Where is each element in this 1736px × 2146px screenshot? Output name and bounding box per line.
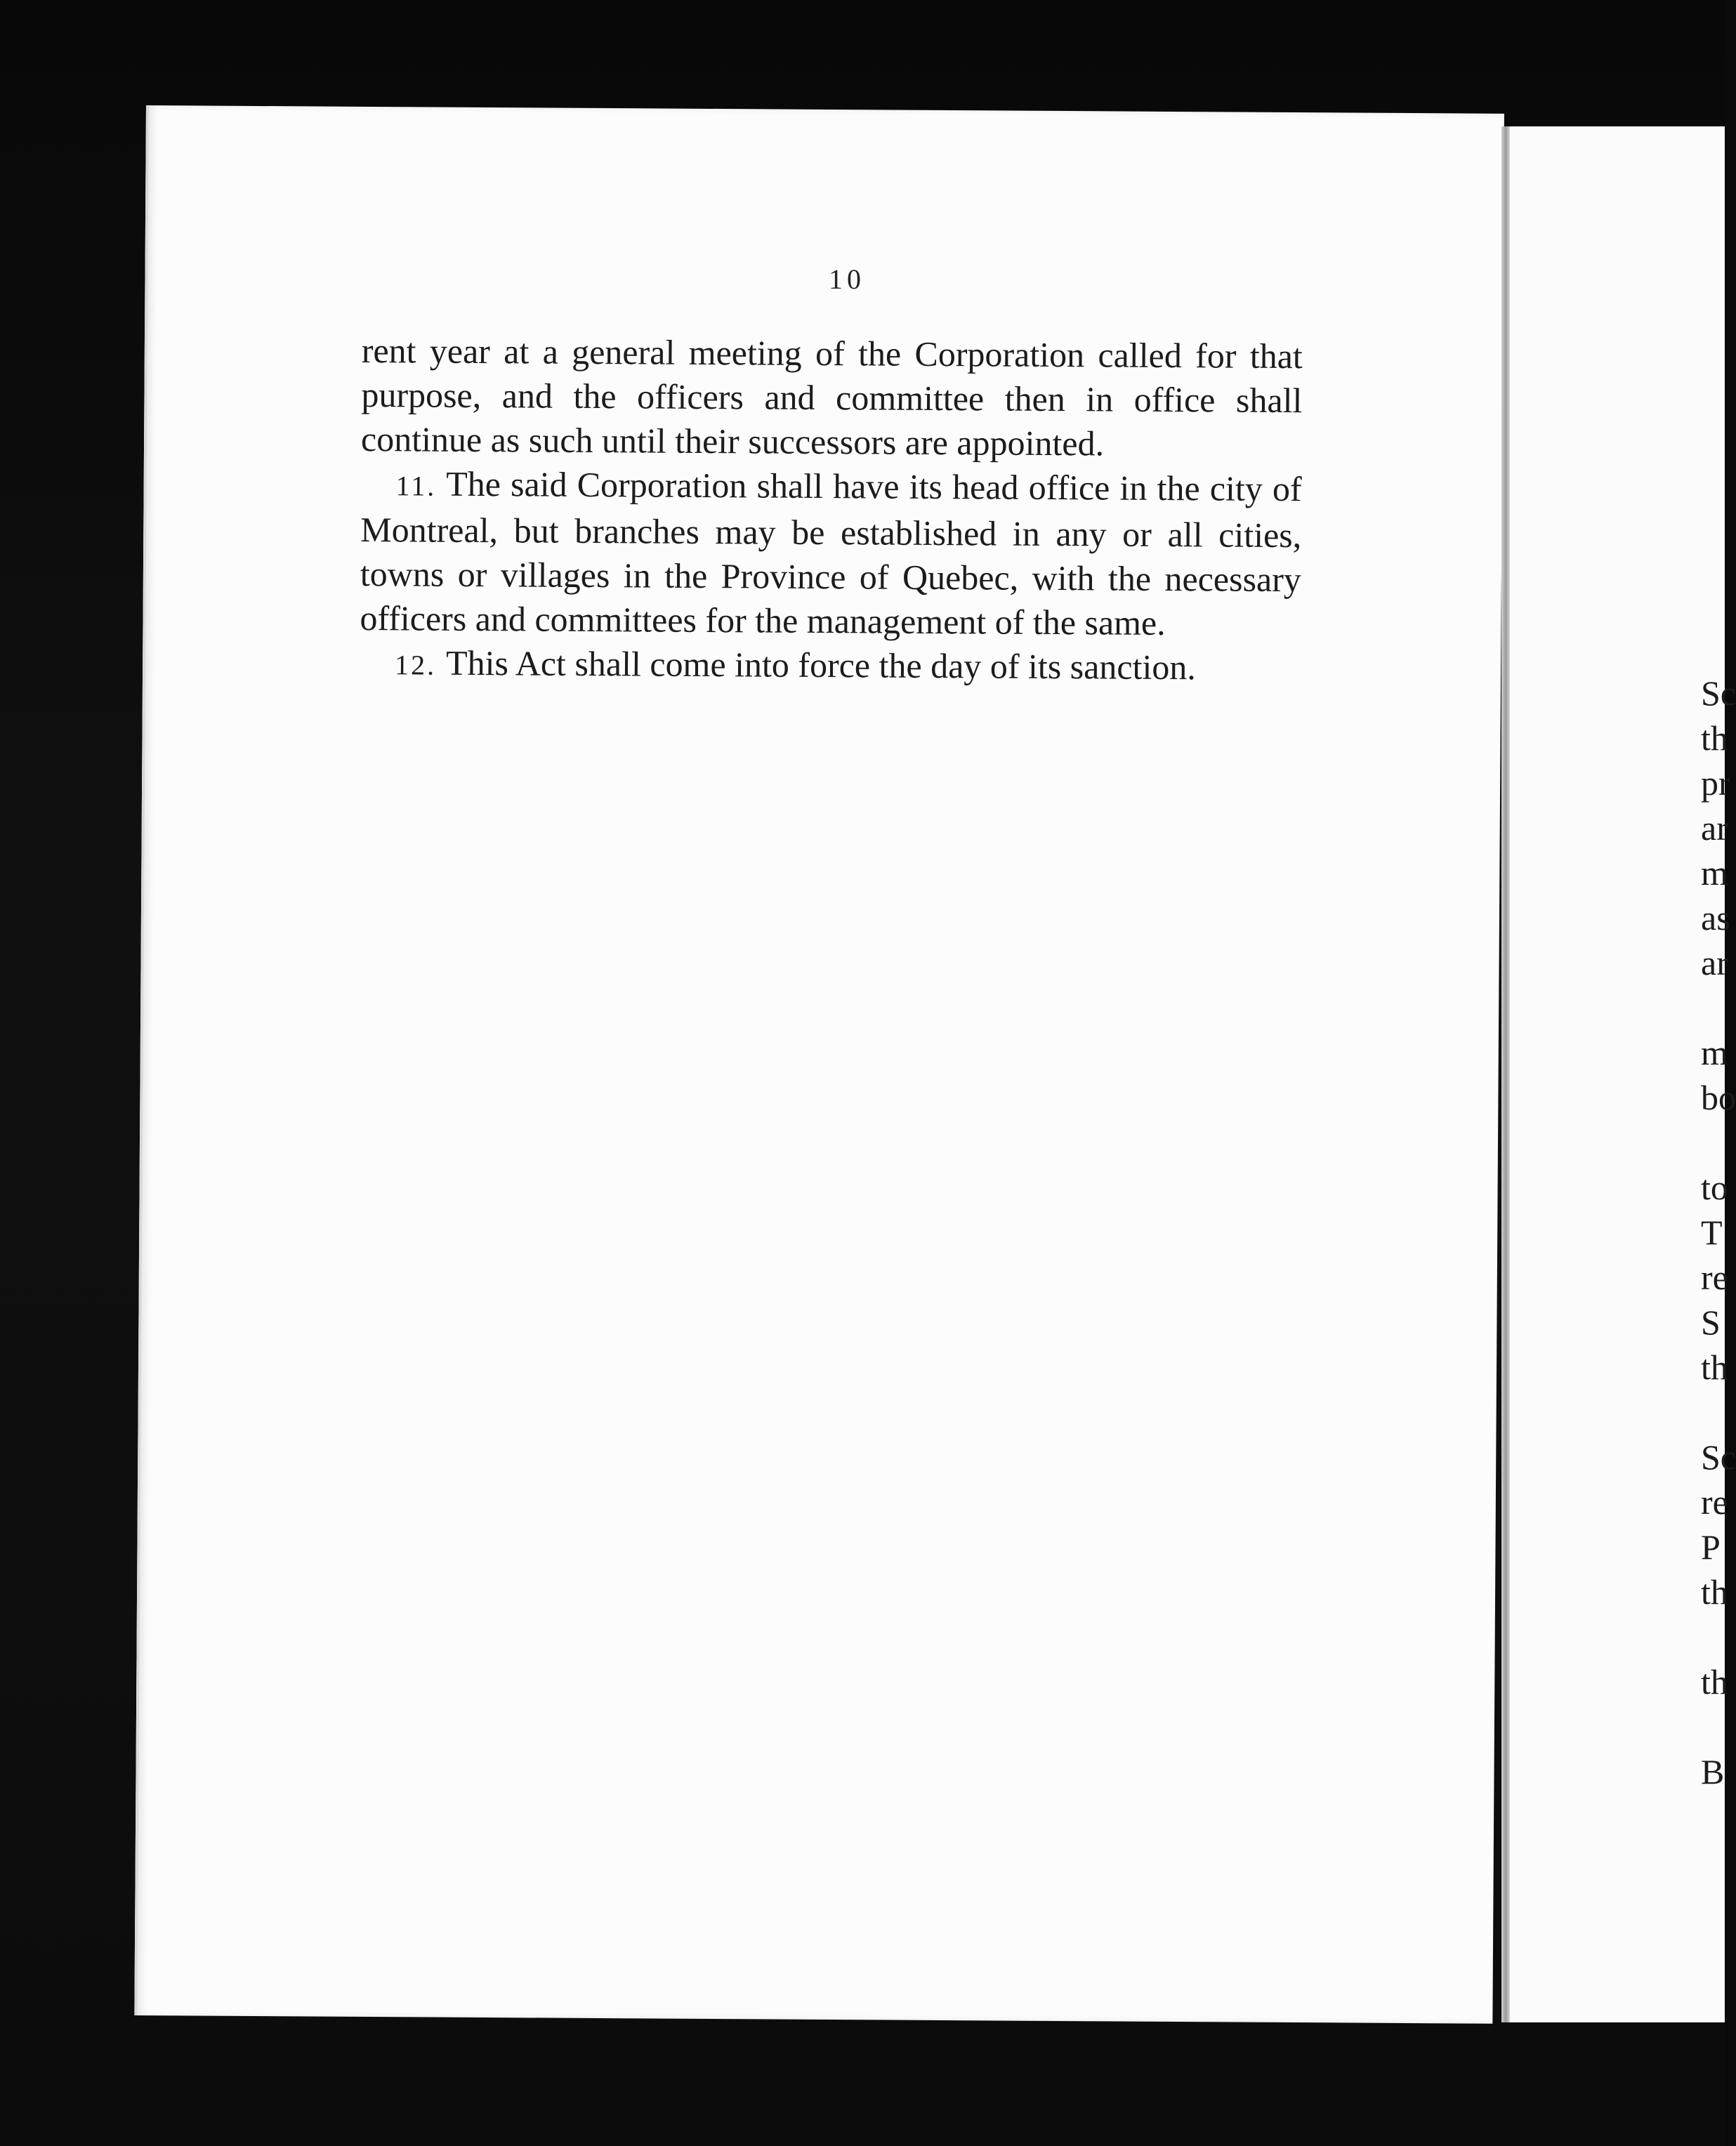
facing-page-fragments (1701, 671, 1736, 1794)
book-gutter (1501, 126, 1510, 2022)
paragraph-continued (361, 329, 1303, 467)
facing-line-fragment: th (1701, 1662, 1728, 1701)
facing-line-fragment: re (1701, 1482, 1728, 1522)
facing-line-gap (1701, 1704, 1729, 1749)
facing-line-fragment: th (1701, 1348, 1728, 1387)
facing-line-fragment: Sc (1701, 1437, 1736, 1477)
facing-line-fragment: ar (1701, 808, 1728, 848)
facing-line-fragment: re (1701, 1258, 1728, 1297)
facing-line-fragment: m (1701, 1033, 1728, 1072)
right-page (1510, 126, 1725, 2022)
facing-line-fragment: B (1701, 1752, 1725, 1791)
facing-line-gap (1701, 1614, 1729, 1659)
page-number: 10 (829, 263, 865, 295)
section-12 (360, 640, 1301, 692)
facing-line-fragment: ar (1701, 943, 1728, 982)
section-number: 11. (395, 470, 437, 502)
facing-line-gap (1701, 1120, 1729, 1165)
facing-line-fragment: th (1701, 718, 1728, 758)
body-text (360, 329, 1303, 692)
section-text: This Act shall come into force the day of its sanction. (445, 643, 1197, 687)
facing-line-fragment: S (1701, 1303, 1721, 1342)
section-11 (360, 461, 1302, 646)
section-number: 12. (394, 649, 437, 681)
facing-line-fragment: Sc (1701, 673, 1736, 713)
facing-line-fragment: T (1701, 1213, 1723, 1252)
facing-line-fragment: P (1701, 1527, 1721, 1567)
facing-line-fragment: m (1701, 853, 1728, 893)
facing-line-gap (1701, 985, 1729, 1030)
facing-line-fragment: as (1701, 898, 1730, 937)
section-text: The said Corporation shall have its head office in the city of Montreal, but branches may be established in any or all cities, towns or villages in the Province of Quebec, with the necessary officers and committees for the management of the same. (360, 463, 1302, 643)
paragraph-text: rent year at a general meeting of the Corporation called for that purpose, and the officers and committee then in office shall continue as such until their successors are appointed. (360, 330, 1303, 463)
facing-line-gap (1701, 1390, 1729, 1435)
facing-line-fragment: to (1701, 1168, 1728, 1207)
facing-line-fragment: th (1701, 1572, 1728, 1612)
facing-line-fragment: bo (1701, 1078, 1736, 1117)
facing-line-fragment: pr (1701, 763, 1730, 803)
